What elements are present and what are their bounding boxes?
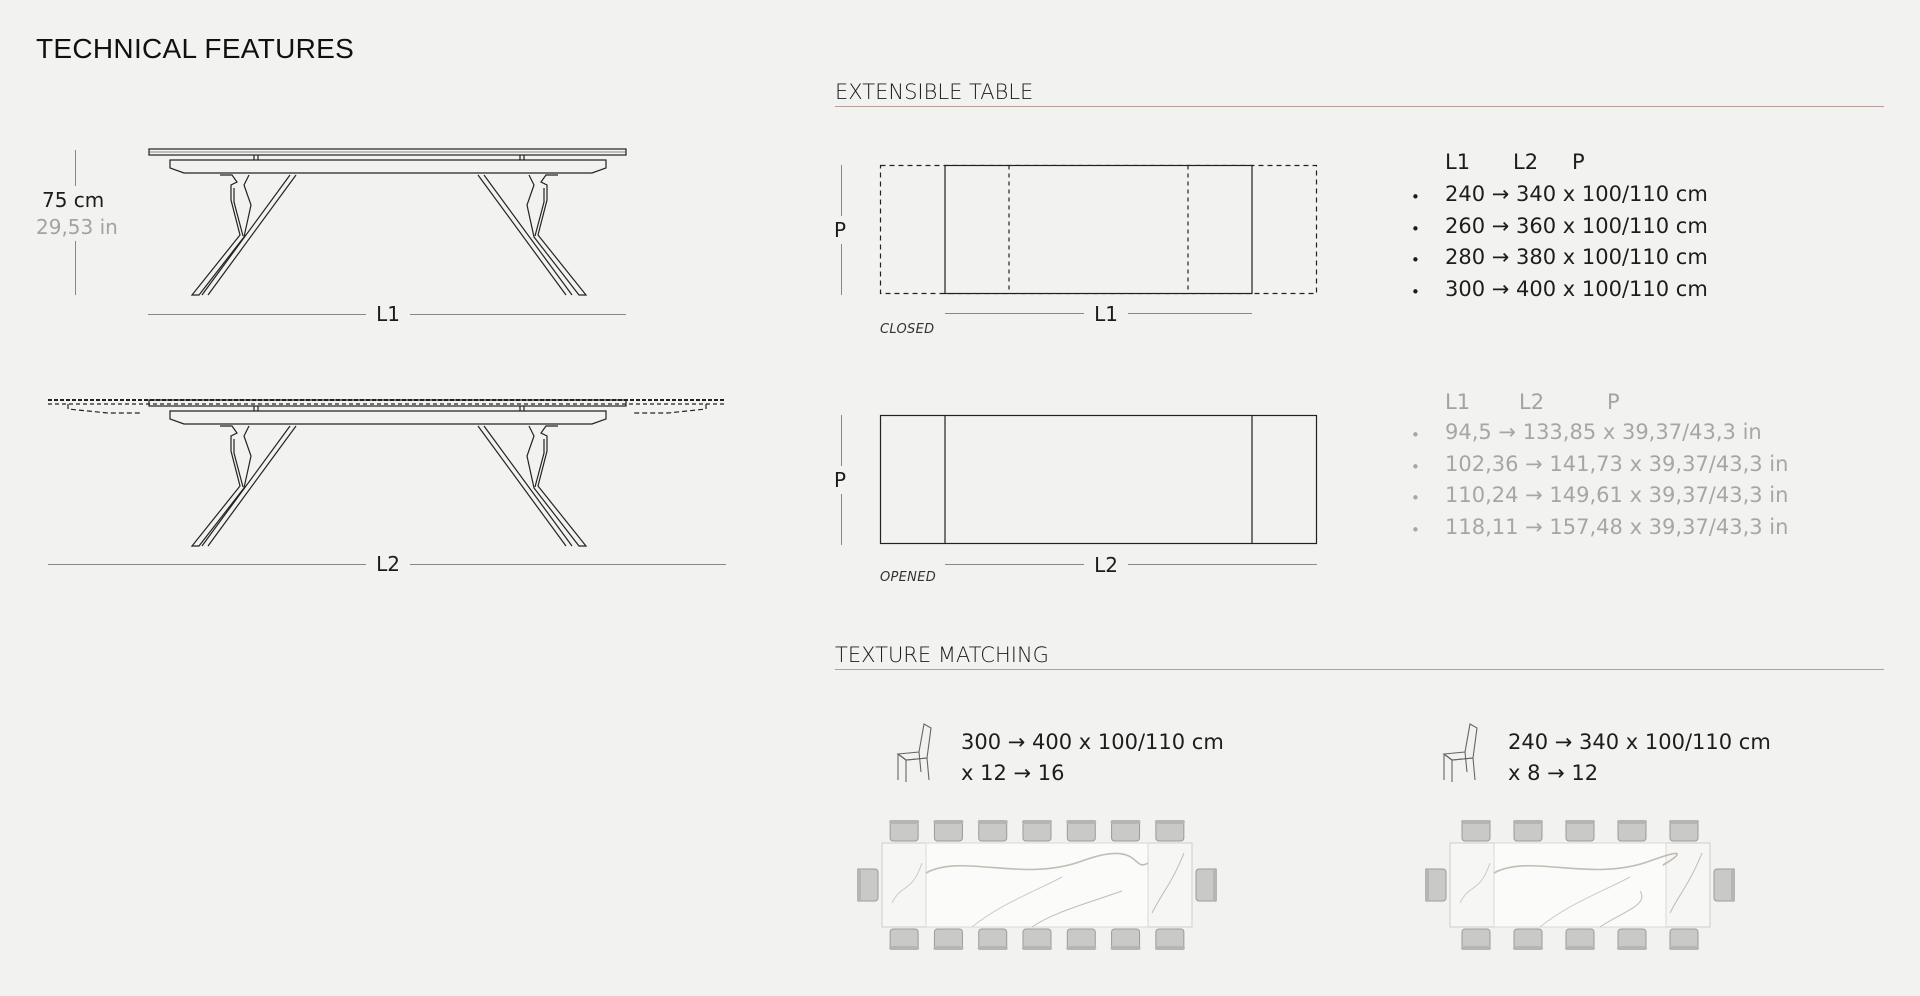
chair-plan-icon (1196, 868, 1217, 902)
combo-1-size: 300 → 400 x 100/110 cm (961, 730, 1224, 754)
chair-plan-icon (1565, 820, 1595, 841)
opened-table-plan-drawing (880, 415, 1320, 545)
chair-plan-icon (889, 820, 919, 841)
opened-state-label: OPENED (880, 570, 937, 585)
chair-plan-icon (1513, 820, 1543, 841)
in-header-l2: L2 (1519, 390, 1545, 414)
in-header-p: P (1607, 390, 1620, 414)
chair-plan-icon (1066, 820, 1096, 841)
closed-length-label: L1 (366, 302, 410, 326)
chair-plan-icon (1461, 820, 1491, 841)
chair-plan-icon (1617, 820, 1647, 841)
opened-plan-length-label: L2 (1084, 553, 1128, 577)
combo-1-seats: x 12 → 16 (961, 761, 1065, 785)
combo-2-marble-table-plan (1420, 815, 1740, 955)
list-item: • 240 → 340 x 100/110 cm (1411, 182, 1708, 206)
opened-depth-label: P (834, 468, 847, 492)
marble-table-top (882, 843, 1192, 927)
chair-plan-icon (1066, 929, 1096, 950)
chair-plan-icon (1617, 929, 1647, 950)
list-item: • 110,24 → 149,61 x 39,37/43,3 in (1411, 483, 1789, 508)
list-item: • 94,5 → 133,85 x 39,37/43,3 in (1411, 420, 1762, 444)
cm-header-p: P (1572, 150, 1585, 174)
chair-plan-icon (1565, 929, 1595, 950)
cm-dimensions-list (1411, 182, 1708, 308)
height-in-label: 29,53 in (36, 215, 118, 239)
list-item: • 280 → 380 x 100/110 cm (1411, 245, 1708, 270)
chair-plan-icon (978, 820, 1008, 841)
chair-plan-icon (933, 820, 963, 841)
chair-plan-icon (1111, 820, 1141, 841)
chair-plan-icon (889, 929, 919, 950)
opened-table-side-drawing (48, 395, 728, 555)
chair-icon (1440, 722, 1482, 784)
list-item: • 300 → 400 x 100/110 cm (1411, 276, 1708, 301)
chair-plan-icon (1461, 929, 1491, 950)
closed-state-label: CLOSED (880, 322, 935, 337)
chair-icon (894, 722, 936, 784)
inch-dimensions-list (1411, 420, 1788, 546)
combo-2-size: 240 → 340 x 100/110 cm (1508, 730, 1771, 754)
chair-plan-icon (1714, 868, 1735, 902)
chair-plan-icon (1669, 929, 1699, 950)
closed-depth-label: P (834, 218, 847, 242)
chair-plan-icon (1513, 929, 1543, 950)
chair-plan-icon (1111, 929, 1141, 950)
extensible-table-heading: EXTENSIBLE TABLE (835, 80, 1034, 104)
in-header-l1: L1 (1445, 390, 1471, 414)
chair-plan-icon (1022, 929, 1052, 950)
chair-plan-icon (933, 929, 963, 950)
opened-length-label: L2 (366, 552, 410, 576)
chair-plan-icon (1155, 820, 1185, 841)
closed-plan-length-label: L1 (1084, 302, 1128, 326)
combo-1-marble-table-plan (852, 815, 1222, 955)
chair-plan-icon (1669, 820, 1699, 841)
height-cm-label: 75 cm (42, 188, 105, 212)
extensible-table-rule (835, 106, 1884, 107)
list-item: • 260 → 360 x 100/110 cm (1411, 213, 1708, 238)
cm-header-l1: L1 (1445, 150, 1471, 174)
cm-header-l2: L2 (1513, 150, 1539, 174)
combo-2-seats: x 8 → 12 (1508, 761, 1599, 785)
list-item: • 118,11 → 157,48 x 39,37/43,3 in (1411, 514, 1789, 539)
chair-plan-icon (1155, 929, 1185, 950)
chair-plan-icon (857, 868, 878, 902)
chair-plan-icon (1022, 820, 1052, 841)
texture-matching-rule (835, 669, 1884, 670)
chair-plan-icon (1425, 868, 1446, 902)
list-item: • 102,36 → 141,73 x 39,37/43,3 in (1411, 451, 1789, 476)
opened-plan-length-line (945, 564, 1317, 565)
closed-table-plan-drawing (880, 165, 1320, 295)
texture-matching-heading: TEXTURE MATCHING (835, 643, 1049, 667)
chair-plan-icon (978, 929, 1008, 950)
page-title: TECHNICAL FEATURES (36, 33, 355, 64)
marble-table-top (1450, 843, 1710, 927)
